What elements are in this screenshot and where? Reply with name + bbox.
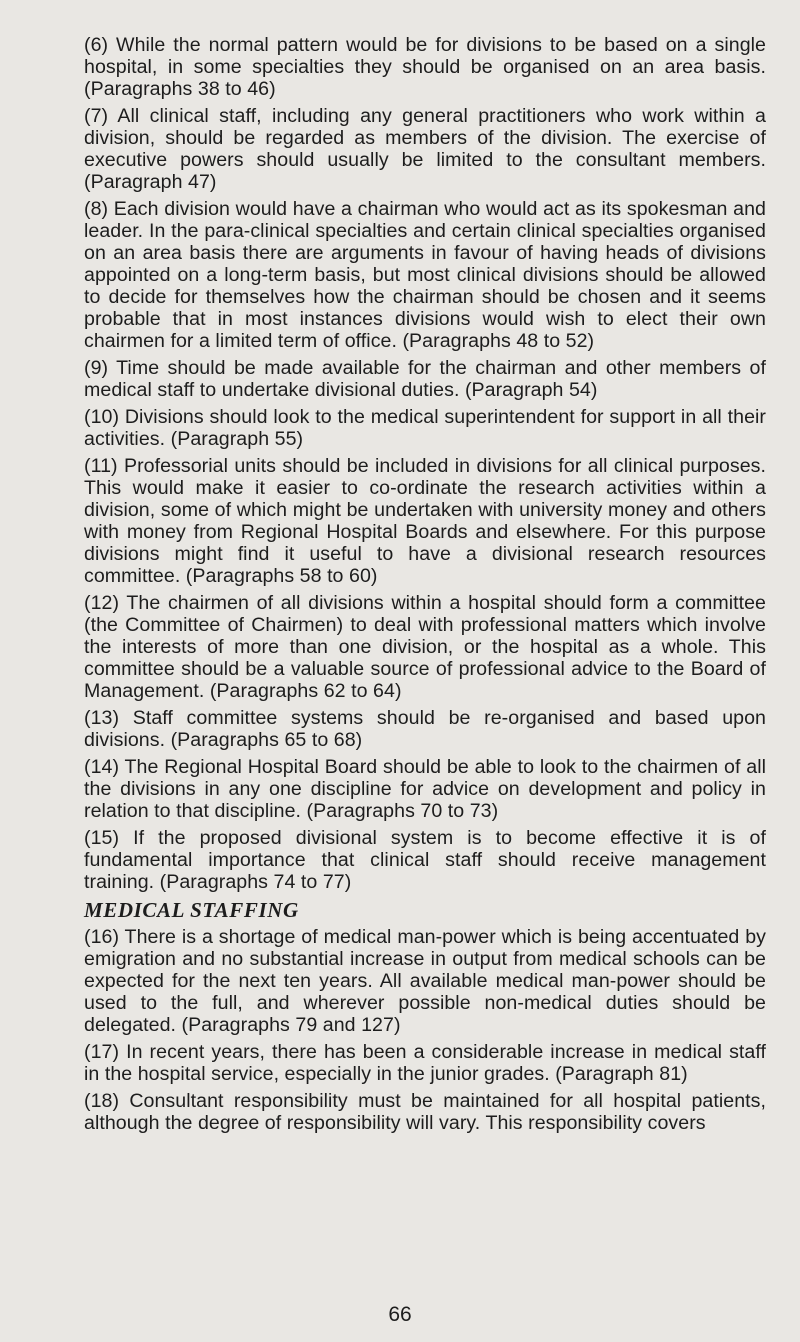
paragraph-10: (10) Divisions should look to the medical superintendent for support in all their activities. (Paragraph 55) <box>84 406 766 450</box>
paragraph-15: (15) If the proposed divisional system is to become effective it is of fundamental importance that clinical staff should receive management training. (Paragraphs 74 to 77) <box>84 827 766 893</box>
paragraph-8: (8) Each division would have a chairman who would act as its spokesman and leader. In the para-clinical specialties and certain clinical specialties organised on an area basis there are arguments in favour of having heads of divisions appointed on a long-term basis, but most clinical divisions should be allowed to decide for themselves how the chairman should be chosen and it seems probable that in most instances divisions would wish to elect their own chairmen for a limited term of office. (Paragraphs 48 to 52) <box>84 198 766 352</box>
paragraph-11: (11) Professorial units should be included in divisions for all clinical purposes. This would make it easier to co-ordinate the research activities within a division, some of which might be undertaken with university money and others with money from Regional Hospital Boards and elsewhere. For this purpose divisions might find it useful to have a divisional research resources committee. (Paragraphs 58 to 60) <box>84 455 766 587</box>
paragraph-7: (7) All clinical staff, including any general practitioners who work within a division, should be regarded as members of the division. The exercise of executive powers should usually be limited to the consultant members. (Paragraph 47) <box>84 105 766 193</box>
paragraph-17: (17) In recent years, there has been a considerable increase in medical staff in the hospital service, especially in the junior grades. (Paragraph 81) <box>84 1041 766 1085</box>
page-number: 66 <box>388 1303 412 1326</box>
paragraph-9: (9) Time should be made available for the chairman and other members of medical staff to undertake divisional duties. (Paragraph 54) <box>84 357 766 401</box>
paragraph-6: (6) While the normal pattern would be for divisions to be based on a single hospital, in some specialties they should be organised on an area basis. (Paragraphs 38 to 46) <box>84 34 766 100</box>
section-heading: MEDICAL STAFFING <box>84 898 299 922</box>
paragraph-16: (16) There is a shortage of medical man-power which is being accentuated by emigration and no substantial increase in output from medical schools can be expected for the next ten years. All available medical man-power should be used to the full, and wherever possible non-medical duties should be delegated. (Paragraphs 79 and 127) <box>84 926 766 1036</box>
paragraph-14: (14) The Regional Hospital Board should be able to look to the chairmen of all the divisions in any one discipline for advice on development and policy in relation to that discipline. (Paragraphs 70 to 73) <box>84 756 766 822</box>
paragraph-18: (18) Consultant responsibility must be maintained for all hospital patients, although the degree of responsibility will vary. This responsibility covers <box>84 1090 766 1134</box>
paragraph-13: (13) Staff committee systems should be re-organised and based upon divisions. (Paragraphs 65 to 68) <box>84 707 766 751</box>
paragraph-12: (12) The chairmen of all divisions within a hospital should form a committee (the Committee of Chairmen) to deal with professional matters which involve the interests of more than one division, or the hospital as a whole. This committee should be a valuable source of professional advice to the Board of Management. (Paragraphs 62 to 64) <box>84 592 766 702</box>
